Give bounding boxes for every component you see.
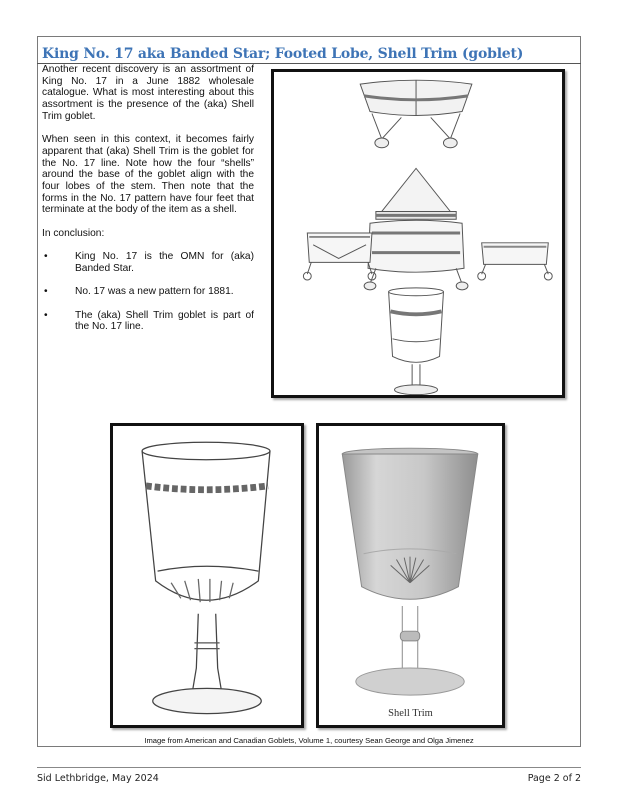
catalogue-illustration-icon — [274, 72, 562, 395]
list-item-text: The (aka) Shell Trim goblet is part of the No. 17 line. — [75, 309, 254, 333]
goblet-photo-icon — [319, 426, 502, 725]
double-salt-icon — [360, 80, 472, 148]
paragraph: When seen in this context, it becomes fairly apparent that (aka) Shell Trim is the goblet for the No. 17 line. Note how the four “shells” around the base of the goblet align with the four lobes of the stem. Then note that the forms in the No. 17 pattern have four feet that terminate at the body of the item as a shell. — [42, 134, 254, 216]
conclusion-list — [42, 251, 254, 333]
footer-author-date: Sid Lethbridge, May 2024 — [37, 773, 159, 784]
page-title: King No. 17 aka Banded Star; Footed Lobe, Shell Trim (goblet) — [42, 46, 524, 62]
bullet-icon: • — [44, 251, 48, 263]
catalogue-illustration — [271, 69, 565, 398]
covered-dish-icon — [364, 168, 468, 289]
goblet-icon — [389, 288, 444, 395]
goblet-drawing — [110, 423, 304, 728]
list-item — [42, 310, 254, 333]
square-sauce-icon — [303, 233, 375, 280]
list-item — [42, 251, 254, 274]
footer-page-number: Page 2 of 2 — [527, 773, 581, 784]
list-item-text: King No. 17 is the OMN for (aka) Banded Star. — [75, 251, 254, 274]
bullet-icon: • — [44, 286, 48, 298]
shell-trim-photo — [316, 423, 505, 728]
master-salt-icon — [478, 243, 552, 280]
photo-caption: Shell Trim — [388, 708, 433, 719]
paragraph: Another recent discovery is an assortment of King No. 17 in a June 1882 wholesale catalogue. What is most interesting about this assortment is the presence of the (aka) Shell Trim goblet. — [42, 64, 254, 122]
image-credit: Image from American and Canadian Goblets, Volume 1, courtesy Sean George and Olga Jimenez — [144, 736, 474, 745]
bullet-icon: • — [44, 309, 48, 321]
body-text — [42, 64, 254, 345]
list-item-text: No. 17 was a new pattern for 1881. — [75, 286, 234, 298]
footer-divider — [37, 767, 581, 768]
paragraph: In conclusion: — [42, 227, 105, 239]
list-item — [42, 286, 254, 298]
goblet-drawing-icon — [113, 426, 301, 725]
